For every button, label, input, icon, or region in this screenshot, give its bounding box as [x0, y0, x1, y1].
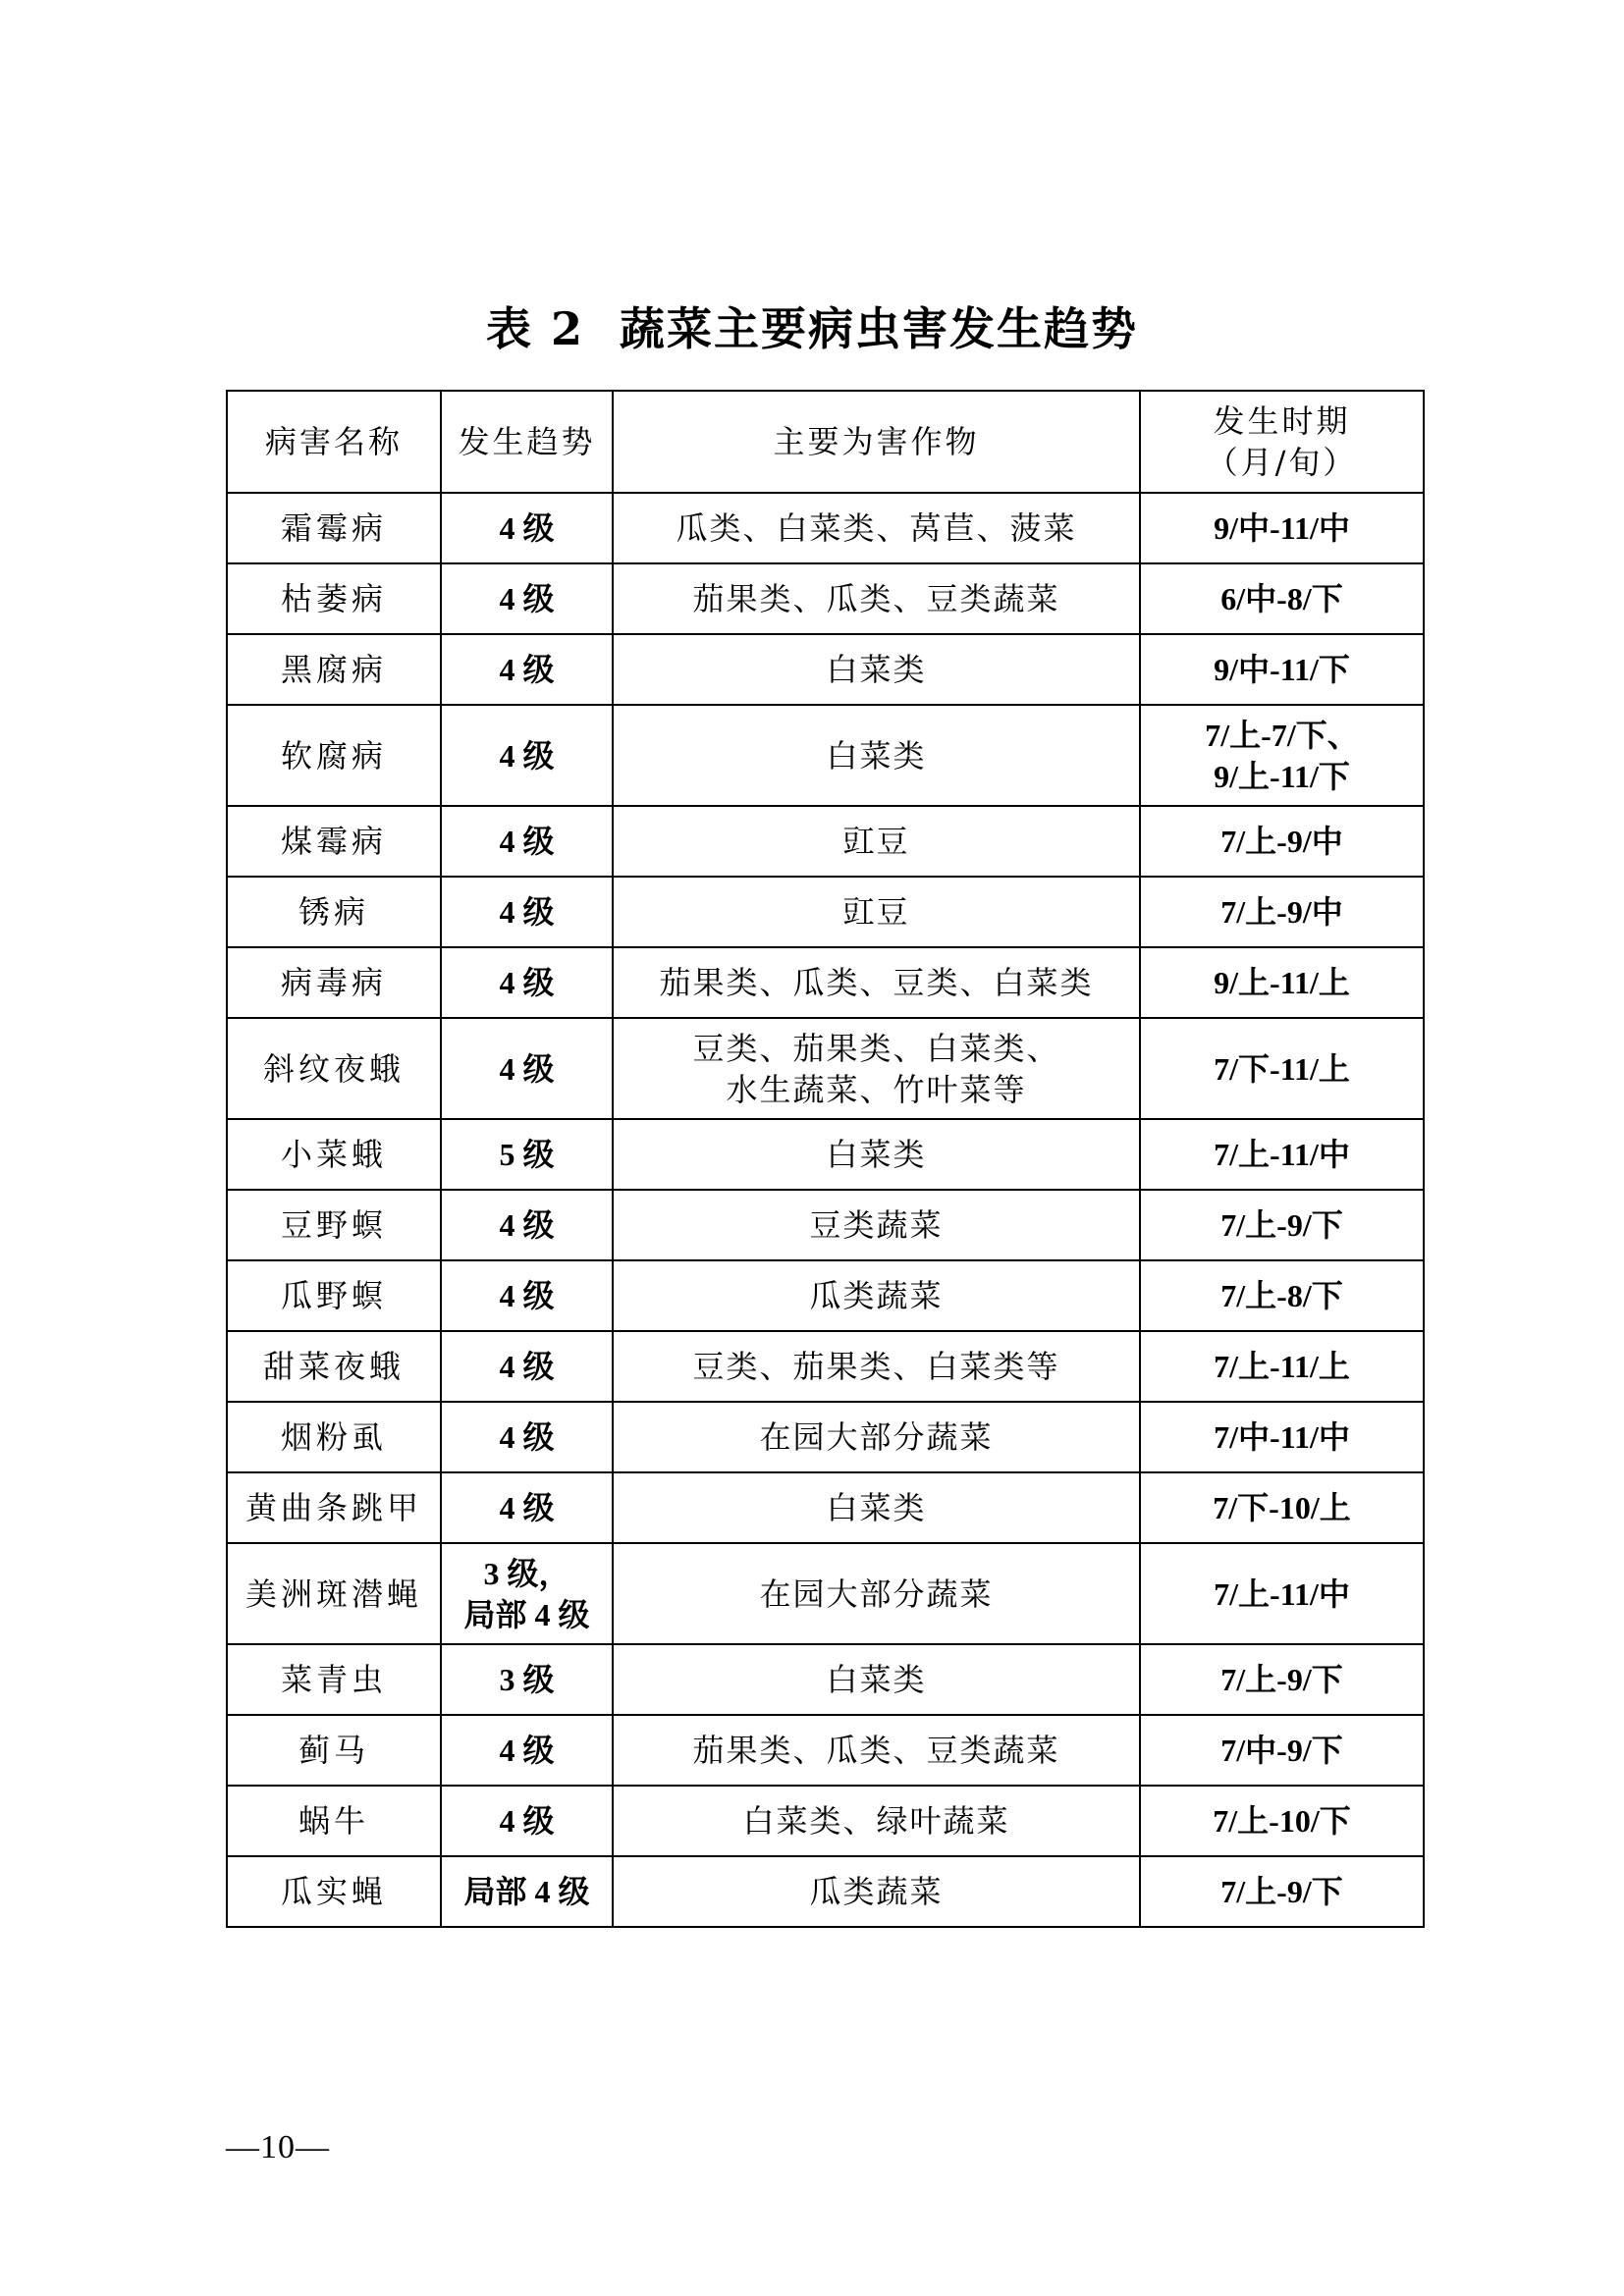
cell-level: 5 级 — [441, 1119, 613, 1190]
cell-name: 霜霉病 — [227, 493, 441, 563]
cell-name: 菜青虫 — [227, 1644, 441, 1715]
cell-crops: 豇豆 — [613, 806, 1140, 877]
table-label: 表 2 — [485, 302, 585, 355]
cell-name: 蜗牛 — [227, 1786, 441, 1856]
cell-crops: 瓜类蔬菜 — [613, 1260, 1140, 1331]
cell-level: 4 级 — [441, 634, 613, 705]
cell-name: 煤霉病 — [227, 806, 441, 877]
cell-level: 4 级 — [441, 1715, 613, 1786]
cell-period: 9/中-11/下 — [1140, 634, 1424, 705]
table-header-row — [227, 391, 1424, 493]
cell-crops: 豆类、茄果类、白菜类、 水生蔬菜、竹叶菜等 — [613, 1018, 1140, 1119]
cell-period: 7/上-9/下 — [1140, 1190, 1424, 1260]
cell-name: 蓟马 — [227, 1715, 441, 1786]
cell-name: 病毒病 — [227, 947, 441, 1018]
cell-period: 7/上-11/上 — [1140, 1331, 1424, 1402]
cell-level: 局部 4 级 — [441, 1856, 613, 1927]
cell-crops: 白菜类 — [613, 1644, 1140, 1715]
cell-period: 7/下-11/上 — [1140, 1018, 1424, 1119]
cell-level: 4 级 — [441, 1018, 613, 1119]
cell-crops: 茄果类、瓜类、豆类蔬菜 — [613, 563, 1140, 634]
header-level: 发生趋势 — [441, 391, 613, 493]
cell-crops: 白菜类 — [613, 1119, 1140, 1190]
cell-name: 软腐病 — [227, 705, 441, 806]
cell-crops: 茄果类、瓜类、豆类蔬菜 — [613, 1715, 1140, 1786]
cell-crops: 豆类、茄果类、白菜类等 — [613, 1331, 1140, 1402]
cell-period: 7/中-9/下 — [1140, 1715, 1424, 1786]
cell-period: 7/中-11/中 — [1140, 1402, 1424, 1472]
cell-level: 4 级 — [441, 877, 613, 947]
cell-level: 4 级 — [441, 1190, 613, 1260]
cell-name: 枯萎病 — [227, 563, 441, 634]
cell-level: 4 级 — [441, 806, 613, 877]
cell-period: 7/上-9/中 — [1140, 806, 1424, 877]
table-title-text: 蔬菜主要病虫害发生趋势 — [620, 302, 1139, 355]
cell-name: 瓜野螟 — [227, 1260, 441, 1331]
cell-name: 甜菜夜蛾 — [227, 1331, 441, 1402]
cell-crops: 茄果类、瓜类、豆类、白菜类 — [613, 947, 1140, 1018]
cell-level: 4 级 — [441, 705, 613, 806]
cell-level: 4 级 — [441, 563, 613, 634]
cell-crops: 白菜类、绿叶蔬菜 — [613, 1786, 1140, 1856]
cell-crops: 白菜类 — [613, 634, 1140, 705]
cell-name: 烟粉虱 — [227, 1402, 441, 1472]
cell-crops: 瓜类、白菜类、莴苣、菠菜 — [613, 493, 1140, 563]
cell-crops: 在园大部分蔬菜 — [613, 1402, 1140, 1472]
header-period: 发生时期 （月/旬） — [1140, 391, 1424, 493]
cell-level: 4 级 — [441, 1786, 613, 1856]
cell-crops: 在园大部分蔬菜 — [613, 1543, 1140, 1644]
header-crops: 主要为害作物 — [613, 391, 1140, 493]
cell-name: 黑腐病 — [227, 634, 441, 705]
cell-name: 锈病 — [227, 877, 441, 947]
header-name: 病害名称 — [227, 391, 441, 493]
cell-period: 6/中-8/下 — [1140, 563, 1424, 634]
cell-period: 7/上-7/下、 9/上-11/下 — [1140, 705, 1424, 806]
cell-period: 7/上-11/中 — [1140, 1543, 1424, 1644]
cell-level: 4 级 — [441, 493, 613, 563]
cell-crops: 白菜类 — [613, 1472, 1140, 1543]
cell-period: 7/上-10/下 — [1140, 1786, 1424, 1856]
cell-level: 4 级 — [441, 1402, 613, 1472]
cell-period: 9/中-11/中 — [1140, 493, 1424, 563]
cell-level: 4 级 — [441, 1472, 613, 1543]
pest-trend-table — [226, 390, 1425, 1928]
cell-level: 4 级 — [441, 1260, 613, 1331]
cell-period: 9/上-11/上 — [1140, 947, 1424, 1018]
cell-level: 4 级 — [441, 1331, 613, 1402]
cell-level: 3 级 — [441, 1644, 613, 1715]
cell-crops: 豇豆 — [613, 877, 1140, 947]
cell-level: 3 级， 局部 4 级 — [441, 1543, 613, 1644]
cell-crops: 瓜类蔬菜 — [613, 1856, 1140, 1927]
cell-name: 黄曲条跳甲 — [227, 1472, 441, 1543]
cell-name: 美洲斑潜蝇 — [227, 1543, 441, 1644]
cell-period: 7/上-11/中 — [1140, 1119, 1424, 1190]
cell-period: 7/上-9/中 — [1140, 877, 1424, 947]
cell-level: 4 级 — [441, 947, 613, 1018]
cell-period: 7/上-9/下 — [1140, 1644, 1424, 1715]
cell-crops: 白菜类 — [613, 705, 1140, 806]
cell-name: 斜纹夜蛾 — [227, 1018, 441, 1119]
cell-crops: 豆类蔬菜 — [613, 1190, 1140, 1260]
cell-period: 7/上-9/下 — [1140, 1856, 1424, 1927]
cell-period: 7/下-10/上 — [1140, 1472, 1424, 1543]
cell-name: 小菜蛾 — [227, 1119, 441, 1190]
page-number: —10— — [226, 2129, 330, 2165]
table-title — [0, 299, 1624, 358]
cell-name: 豆野螟 — [227, 1190, 441, 1260]
cell-name: 瓜实蝇 — [227, 1856, 441, 1927]
cell-period: 7/上-8/下 — [1140, 1260, 1424, 1331]
